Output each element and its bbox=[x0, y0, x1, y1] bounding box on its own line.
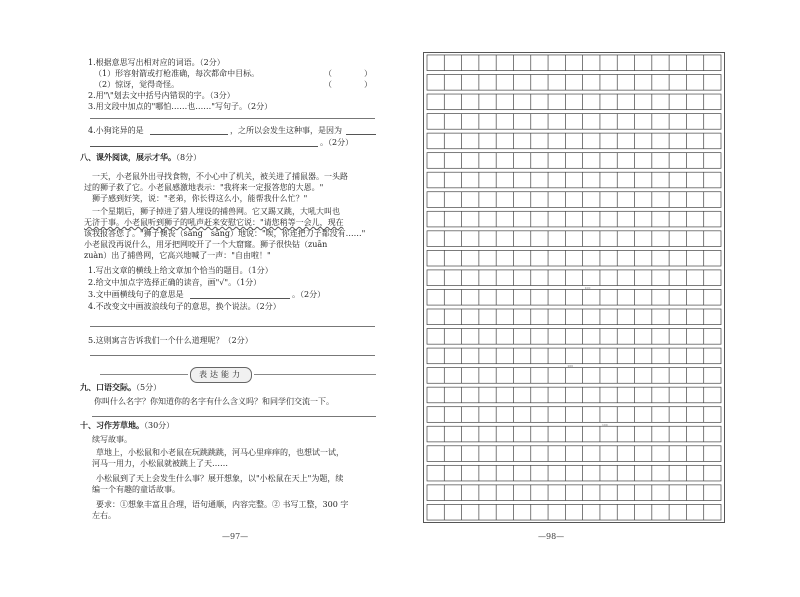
grid-row bbox=[427, 465, 721, 481]
section9-prompt: 你叫什么名字？你知道你的名字有什么含义吗？和同学们交流一下。 bbox=[94, 397, 334, 406]
q7-item1a-paren[interactable]: （ ） bbox=[324, 69, 372, 78]
q7-item4-end: 。（2分） bbox=[320, 138, 354, 147]
story-line: 编一个有趣的童话故事。 bbox=[92, 485, 180, 494]
section9-title: 九、口语交际。 bbox=[80, 383, 136, 392]
right-page-number: —98— bbox=[538, 532, 565, 541]
passage-line: 过的狮子救了它。小老鼠感激地表示："我将来一定报答您的大恩。" bbox=[84, 183, 324, 192]
q7-item4-part-b: ，之所以会发生这种事，是因为 bbox=[230, 126, 342, 135]
word-count-marker: 100 bbox=[601, 422, 608, 427]
section8-q3-blank[interactable] bbox=[190, 298, 290, 299]
section8-q1: 1.写出文章的横线上给文章加个恰当的题目。（1分） bbox=[88, 266, 273, 275]
passage-line-wavy: 无济于事。小老鼠听到狮子的吼声赶来安慰它说："请您稍等一会儿，现在 bbox=[84, 218, 344, 227]
story-line: 左右。 bbox=[92, 511, 116, 520]
q7-item2: 2.用"\"划去文中括号内错误的字。（3分） bbox=[88, 91, 235, 100]
section8-q3: 3.文中画横线句子的意思是 bbox=[88, 290, 184, 299]
grid-row bbox=[427, 133, 721, 149]
q7-item1: 1.根据意思写出相对应的词语。（2分） bbox=[88, 58, 225, 67]
grid-row bbox=[427, 387, 721, 403]
grid-row bbox=[427, 446, 721, 462]
q7-item4-blank-3[interactable] bbox=[90, 146, 318, 147]
section10-heading bbox=[80, 421, 174, 431]
grid-svg bbox=[424, 53, 724, 522]
grid-row bbox=[427, 289, 721, 305]
grid-row bbox=[427, 504, 721, 520]
grid-row bbox=[427, 368, 721, 384]
passage-line: 一个星期后，狮子掉进了猎人埋设的捕兽网。它又踢又跳，大吼大叫也 bbox=[92, 207, 340, 216]
grid-row bbox=[427, 348, 721, 364]
word-count-marker: 100 bbox=[567, 364, 574, 369]
section8-q2: 2.给文中加点字选择正确的读音，画"√"。（1分） bbox=[88, 278, 262, 287]
passage-line: 一天，小老鼠外出寻找食物，不小心中了机关，被关进了捕鼠器。一头路 bbox=[92, 172, 348, 181]
story-line: 草地上，小松鼠和小老鼠在玩跳跳跳，河马心里痒痒的，也想试一试， bbox=[96, 448, 344, 457]
story-line: 河马一用力，小松鼠就被跳上了天…… bbox=[92, 459, 228, 468]
section10-title: 十、习作芳草地。 bbox=[80, 421, 144, 430]
grid-row bbox=[427, 309, 721, 325]
section8-q3-score: 。（2分） bbox=[292, 290, 326, 299]
grid-row bbox=[427, 114, 721, 130]
q7-item1b-paren[interactable]: （ ） bbox=[324, 80, 372, 89]
passage-line: 该我报答您了。"狮子懊丧（sàng sǎng）地说："唉，你连把刀子都没有……" bbox=[84, 229, 366, 238]
passage-line: zuàn）出了捕兽网，它高兴地喊了一声："自由啦！" bbox=[84, 251, 271, 260]
grid-row bbox=[427, 153, 721, 169]
story-line: 小松鼠到了天上会发生什么事？展开想象，以"小松鼠在天上"为题，续 bbox=[96, 474, 344, 483]
section8-q4-answer-line[interactable] bbox=[90, 326, 375, 327]
banner-line-right bbox=[254, 374, 376, 375]
section-banner: 表达能力 bbox=[190, 367, 252, 383]
grid-row bbox=[427, 74, 721, 90]
section8-heading bbox=[80, 153, 201, 163]
grid-row bbox=[427, 407, 721, 423]
q7-item1a: （1）形容射箭或打枪准确，每次都命中目标。 bbox=[94, 69, 260, 78]
section9-heading bbox=[80, 383, 161, 393]
q7-item4-blank-2[interactable] bbox=[346, 134, 376, 135]
section9-answer-line[interactable] bbox=[92, 416, 376, 417]
section8-score: （8分） bbox=[176, 153, 202, 162]
grid-row bbox=[427, 55, 721, 71]
section8-q4: 4.不改变文中画波浪线句子的意思，换个说法。（2分） bbox=[88, 302, 281, 311]
q7-item4-blank-1[interactable] bbox=[150, 134, 228, 135]
grid-row bbox=[427, 426, 721, 442]
grid-row bbox=[427, 211, 721, 227]
left-page-number: —97— bbox=[222, 532, 249, 541]
passage-line: 狮子感到好笑，说："老弟，你长得这么小，能帮我什么忙？" bbox=[92, 194, 308, 203]
story-line: 要求：①想象丰富且合理，语句通顺，内容完整。② 书写工整，300 字 bbox=[96, 500, 349, 509]
word-count-marker: 100 bbox=[584, 286, 591, 290]
q7-item4-part-a: 4.小狗诧异的是 bbox=[88, 126, 144, 135]
grid-row bbox=[427, 172, 721, 188]
grid-row bbox=[427, 485, 721, 501]
section10-sub: 续写故事。 bbox=[92, 435, 132, 444]
grid-row bbox=[427, 231, 721, 247]
q7-item3: 3.用文段中加点的"哪怕……也……"写句子。（2分） bbox=[88, 102, 273, 111]
section8-title: 八、课外阅读，展示才华。 bbox=[80, 153, 176, 162]
composition-grid[interactable] bbox=[423, 52, 725, 523]
section8-q5-answer-line[interactable] bbox=[90, 355, 375, 356]
section9-score: （5分） bbox=[136, 383, 162, 392]
grid-row bbox=[427, 192, 721, 208]
q7-item3-answer-line[interactable] bbox=[90, 118, 375, 119]
grid-row bbox=[427, 250, 721, 266]
section8-q5: 5.这则寓言告诉我们一个什么道理呢？（2分） bbox=[88, 336, 253, 345]
grid-row bbox=[427, 329, 721, 345]
section10-score: （30分） bbox=[144, 421, 175, 430]
banner-line-left bbox=[100, 374, 188, 375]
q7-item1b: （2）惊讶，觉得奇怪。 bbox=[94, 80, 180, 89]
grid-row bbox=[427, 270, 721, 286]
passage-line: 小老鼠没再说什么，用牙把网咬开了一个大窟窿。狮子很快钻（zuān bbox=[84, 240, 328, 249]
grid-row bbox=[427, 94, 721, 110]
